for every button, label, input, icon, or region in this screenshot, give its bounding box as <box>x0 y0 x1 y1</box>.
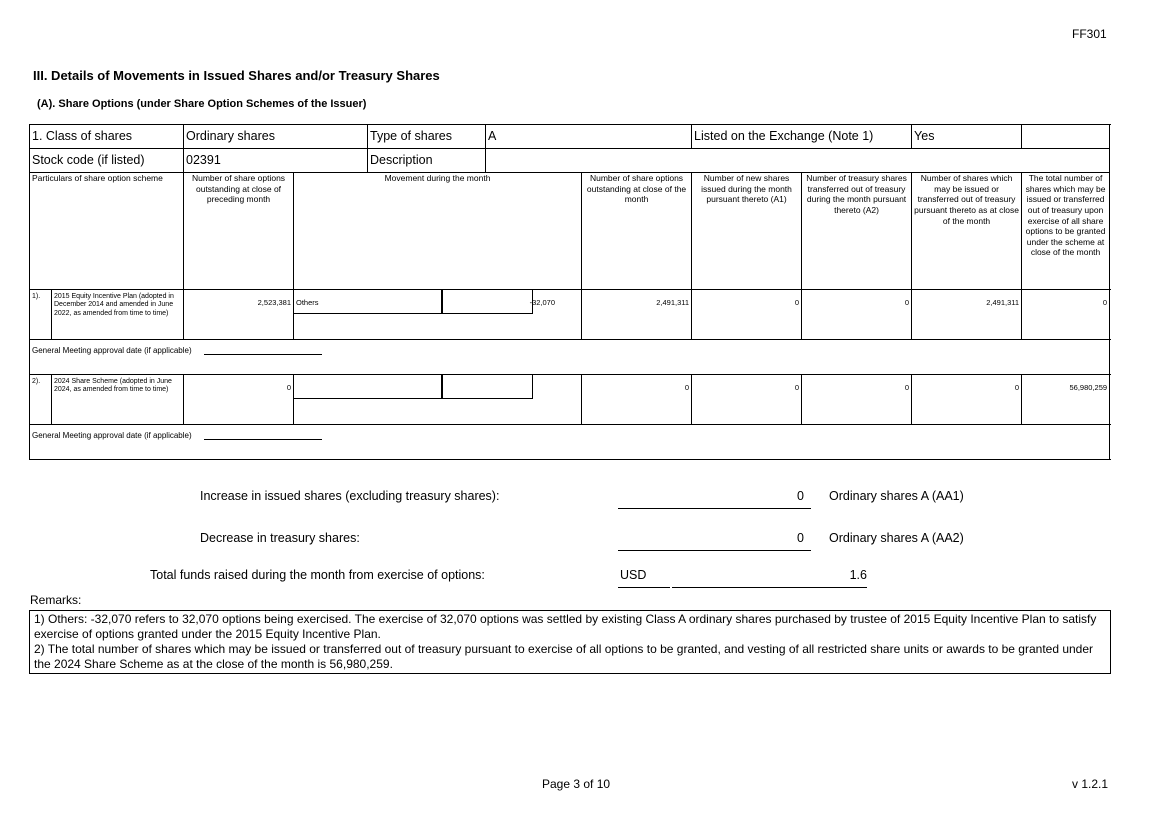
decrease-label: Decrease in treasury shares: <box>200 531 360 545</box>
remark-item: 2) The total number of shares which may be issued or transferred out of treasury pursuant to exercise of all options to be granted, and vesting of all restricted share units or awards to be granted under the 2024 Share Scheme as at the close of the month is 56,980,259. <box>34 642 1094 671</box>
movement-value: -32,070 <box>529 298 556 307</box>
increase-unit: Ordinary shares A (AA1) <box>829 489 964 503</box>
scheme-treasury: 0 <box>802 375 912 425</box>
hdr-movement: Movement during the month <box>294 173 582 290</box>
increase-value-field <box>618 489 811 509</box>
scheme-close: 2,491,311 <box>582 290 692 340</box>
scheme-new-shares: 0 <box>692 375 802 425</box>
stock-row <box>30 149 1110 173</box>
form-code: FF301 <box>1072 27 1107 41</box>
decrease-value-field <box>618 531 811 551</box>
remark-item: 1) Others: -32,070 refers to 32,070 options being exercised. The exercise of 32,070 options was settled by existing Class A ordinary shares purchased by trustee of 2015 Equity Incentive Plan to satisfy exercise of options granted under the 2015 Equity Incentive Plan. <box>34 612 1097 641</box>
scheme-movement <box>294 375 582 425</box>
gm-date-line[interactable] <box>204 340 322 355</box>
scheme-total: 56,980,259 <box>1022 375 1110 425</box>
decrease-unit: Ordinary shares A (AA2) <box>829 531 964 545</box>
gm-row <box>30 340 1110 375</box>
class-value: Ordinary shares <box>184 125 368 149</box>
class-row <box>30 125 1110 149</box>
desc-value <box>486 149 1110 173</box>
class-label: 1. Class of shares <box>30 125 184 149</box>
remarks-title: Remarks: <box>30 593 82 607</box>
increase-value: 0 <box>797 489 804 503</box>
scheme-total: 0 <box>1022 290 1110 340</box>
scheme-row <box>30 375 1110 425</box>
hdr-may-be-issued: Number of shares which may be issued or transferred out of treasury pursuant thereto as at close of the month <box>912 173 1022 290</box>
version: v 1.2.1 <box>1072 777 1109 791</box>
scheme-index: 2). <box>30 375 52 425</box>
gm-label: General Meeting approval date (if applicable) <box>32 346 192 355</box>
funds-value: 1.6 <box>849 568 867 582</box>
funds-currency-field <box>618 568 670 588</box>
type-value: A <box>486 125 692 149</box>
section-title: III. Details of Movements in Issued Shares and/or Treasury Shares <box>33 68 440 83</box>
increase-label: Increase in issued shares (excluding treasury shares): <box>200 489 500 503</box>
remarks-box <box>29 610 1111 674</box>
hdr-new-shares: Number of new shares issued during the month pursuant thereto (A1) <box>692 173 802 290</box>
stock-value: 02391 <box>184 149 368 173</box>
gm-row <box>30 425 1110 460</box>
scheme-name: 2015 Equity Incentive Plan (adopted in December 2014 and amended in June 2022, as amended from time to time) <box>52 290 184 340</box>
listed-blank <box>1022 125 1110 149</box>
type-label: Type of shares <box>368 125 486 149</box>
scheme-may-be-issued: 0 <box>912 375 1022 425</box>
scheme-preceding: 2,523,381 <box>184 290 294 340</box>
hdr-total-may-be: The total number of shares which may be issued or transferred out of treasury upon exercise of all share options to be granted under the scheme at close of the month <box>1022 173 1110 290</box>
scheme-close: 0 <box>582 375 692 425</box>
scheme-name: 2024 Share Scheme (adopted in June 2024, as amended from time to time) <box>52 375 184 425</box>
hdr-outstanding-close: Number of share options outstanding at close of the month <box>582 173 692 290</box>
page-number: Page 3 of 10 <box>542 777 611 791</box>
hdr-outstanding-preceding: Number of share options outstanding at close of preceding month <box>184 173 294 290</box>
scheme-row <box>30 290 1110 340</box>
listed-value: Yes <box>912 125 1022 149</box>
stock-label: Stock code (if listed) <box>30 149 184 173</box>
hdr-treasury-transferred: Number of treasury shares transferred out of treasury during the month pursuant thereto (A2) <box>802 173 912 290</box>
share-options-table <box>29 124 1110 460</box>
scheme-new-shares: 0 <box>692 290 802 340</box>
decrease-value: 0 <box>797 531 804 545</box>
scheme-may-be-issued: 2,491,311 <box>912 290 1022 340</box>
gm-label: General Meeting approval date (if applicable) <box>32 431 192 440</box>
funds-label: Total funds raised during the month from exercise of options: <box>150 568 485 582</box>
funds-value-field <box>672 568 867 588</box>
scheme-preceding: 0 <box>184 375 294 425</box>
scheme-movement <box>294 290 582 340</box>
hdr-particulars: Particulars of share option scheme <box>30 173 184 290</box>
scheme-index: 1). <box>30 290 52 340</box>
movement-type: Others <box>296 298 319 307</box>
gm-date-line[interactable] <box>204 425 322 440</box>
desc-label: Description <box>368 149 486 173</box>
scheme-treasury: 0 <box>802 290 912 340</box>
funds-currency: USD <box>620 568 647 582</box>
header-row <box>30 173 1110 290</box>
listed-label: Listed on the Exchange (Note 1) <box>692 125 912 149</box>
subsection-title: (A). Share Options (under Share Option Schemes of the Issuer) <box>37 98 367 110</box>
